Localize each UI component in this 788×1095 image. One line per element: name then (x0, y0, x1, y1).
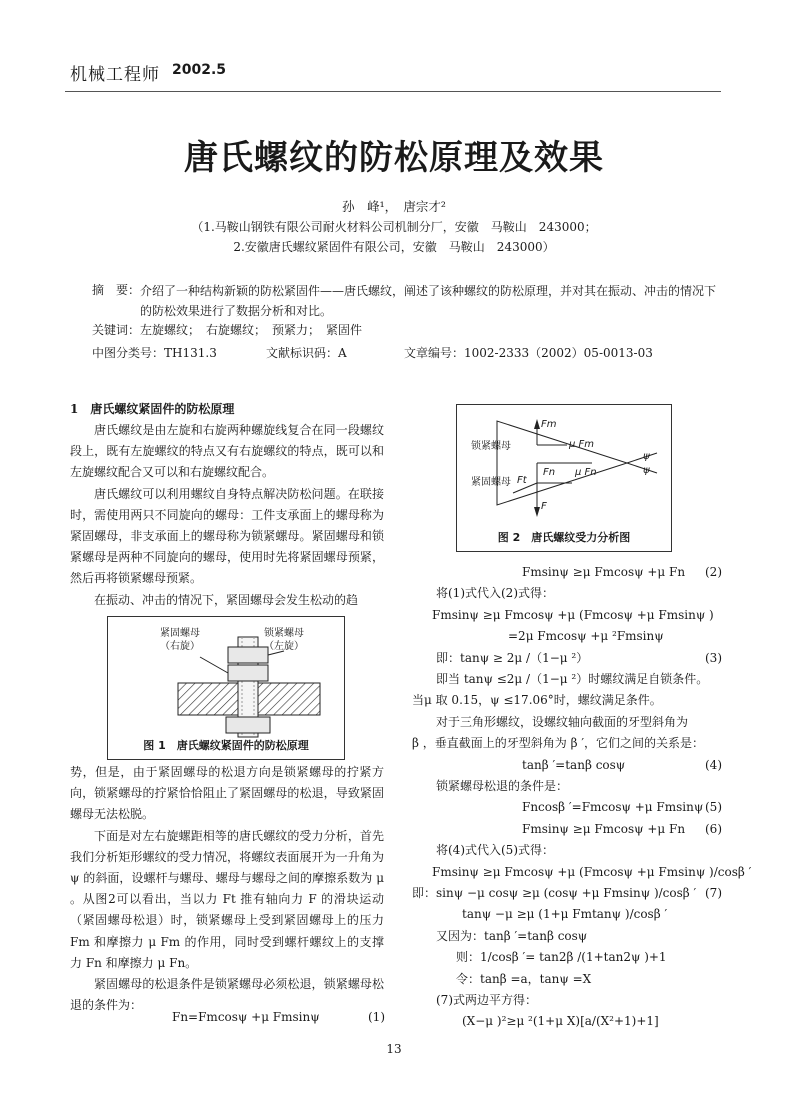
fig2-angle-psi: ψ (643, 465, 650, 476)
article-title: 唐氏螺纹的防松原理及效果 (184, 138, 604, 178)
line-text: tanβ ′=tanβ cosψ (522, 757, 626, 772)
fig2-label-locking-nut: 锁紧螺母 (471, 441, 511, 452)
article-number: 文章编号：1002-2333（2002）05-0013-03 (404, 346, 653, 360)
paragraph: 在振动、冲击的情况下，紧固螺母会发生松动的趋 (94, 592, 359, 607)
equation-line (412, 626, 722, 647)
fig2-force-fn: Fn (543, 467, 556, 478)
journal-name: 机械工程师 (70, 65, 160, 85)
text-line (412, 712, 722, 733)
equation-number: (7) (705, 886, 722, 900)
line-text: β ，垂直截面上的牙型斜角为 β ′，它们之间的关系是： (412, 736, 705, 751)
fig2-force-mu-fn: μ Fn (575, 467, 597, 478)
text-line (412, 926, 722, 947)
text-line (412, 583, 722, 604)
paragraph: 紧固螺母的松退条件是锁紧螺母必须松退，锁紧螺母松退的条件为： (70, 977, 384, 1013)
text-line (412, 690, 722, 711)
line-text: tanψ −μ ≥μ (1+μ Fmtanψ )/cosβ ′ (462, 907, 668, 922)
equation-line (412, 1011, 722, 1032)
fig1-label-fastening-nut: 紧固螺母 （右旋） (160, 628, 200, 652)
line-text: Fmsinψ ≥μ Fmcosψ +μ Fn (522, 565, 686, 579)
abstract-text: 介绍了一种结构新颖的防松紧固件——唐氏螺纹，阐述了该种螺纹的防松原理，并对其在振动、冲击的情况下的防松效果进行了数据分析和对比。 (140, 284, 717, 318)
paragraph: 唐氏螺纹是由左旋和右旋两种螺旋线复合在同一段螺纹段上，既有左旋螺纹的特点又有右旋螺纹的特点，既可以和左旋螺纹配合又可以和右旋螺纹配合。 (70, 423, 384, 480)
affiliation-2: 2.安徽唐氏螺纹紧固件有限公司，安徽 马鞍山 243000） (233, 240, 555, 254)
fig2-force-fm: Fm (541, 419, 557, 430)
line-text: 将(1)式代入(2)式得： (436, 586, 554, 601)
line-text: 即：tanψ ≥ 2μ /（1−μ ²） (436, 650, 589, 665)
fig2-angle-psi: ψ (643, 451, 650, 462)
figure-2 (456, 404, 672, 552)
line-text: 即：sinψ −μ cosψ ≥μ (cosψ +μ Fmsinψ )/cosβ ′ (412, 886, 697, 900)
fig2-force-ft: Ft (517, 475, 527, 486)
line-text: =2μ Fmcosψ +μ ²Fmsinψ (508, 629, 664, 644)
text-line (412, 669, 722, 690)
equation-line (412, 755, 722, 776)
equation-line (412, 947, 722, 968)
line-text: (X−μ )²≥μ ²(1+μ X)[a/(X²+1)+1] (462, 1014, 659, 1029)
line-text: 即当 tanψ ≤2μ /（1−μ ²）时螺纹满足自锁条件。 (436, 672, 709, 686)
page-number: 13 (386, 1042, 402, 1056)
paragraph: 下面是对左右旋螺距相等的唐氏螺纹的受力分析，首先我们分析矩形螺纹的受力情况，将螺纹表面展开为一升角为 ψ 的斜面，设螺杆与螺母、螺母与螺母之间的摩擦系数为 μ 。从图2可以看出，当以力 Ft 推有轴向力 F 的滑块运动（紧固螺母松退）时，锁紧螺母上受到紧固螺母上的压力 Fm 和摩擦力 μ Fm 的作用，同时受到螺杆螺纹上的支撑力 Fn 和摩擦力 μ Fn。 (70, 828, 384, 970)
figure-2-caption: 图 2 唐氏螺纹受力分析图 (497, 531, 631, 544)
paragraph: 势，但是，由于紧固螺母的松退方向是锁紧螺母的拧紧方向，锁紧螺母的拧紧恰恰阻止了紧固螺母的松退，导致紧固螺母无法松脱。 (70, 765, 384, 822)
classification-number: 中图分类号：TH131.3 (92, 346, 217, 360)
equation-number: (4) (705, 757, 722, 772)
line-text: 将(4)式代入(5)式得： (436, 843, 554, 858)
line-text: 锁紧螺母松退的条件是： (436, 779, 569, 793)
equation-line (412, 862, 752, 883)
line-text: Fmsinψ ≥μ Fmcosψ +μ (Fmcosψ +μ Fmsinψ )/cosβ ′ (432, 864, 752, 879)
authors: 孙 峰¹， 唐宗才² (342, 199, 446, 214)
text-line (412, 733, 722, 754)
line-text: (7)式两边平方得： (436, 993, 537, 1007)
line-text: 则：1/cosβ ′= tan2β /(1+tan2ψ )+1 (456, 950, 667, 965)
line-text: Fmsinψ ≥μ Fmcosψ +μ (Fmcosψ +μ Fmsinψ ) (432, 607, 714, 622)
equation-line (412, 605, 722, 626)
equation-line (412, 883, 722, 904)
text-line (412, 990, 722, 1011)
keywords: 关键词：左旋螺纹； 右旋螺纹； 预紧力； 紧固件 (92, 323, 363, 337)
line-text: 对于三角形螺纹，设螺纹轴向截面的牙型斜角为 (436, 714, 689, 729)
line-text: 当μ 取 0.15，ψ ≤17.06°时，螺纹满足条件。 (412, 693, 662, 708)
abstract-label: 摘 要： (92, 283, 141, 297)
fig1-label-locking-nut: 锁紧螺母 （左旋） (264, 628, 304, 652)
equation-1-number: (1) (368, 1010, 385, 1024)
fig2-force-f: F (541, 501, 547, 512)
header-rule (65, 91, 721, 92)
line-text: Fmsinψ ≥μ Fmcosψ +μ Fn (522, 821, 686, 836)
equation-line (412, 797, 722, 818)
equation-line (412, 562, 722, 583)
issue-date: 2002.5 (172, 62, 227, 78)
paragraph: 唐氏螺纹可以利用螺纹自身特点解决防松问题。在联接时，需使用两只不同旋向的螺母：工件支承面上的螺母称为紧固螺母，非支承面上的螺母称为锁紧螺母。紧固螺母和锁紧螺母是两种不同旋向的螺母，使用时先将紧固螺母预紧，然后再将锁紧螺母预紧。 (70, 486, 384, 586)
equation-1: Fn=Fmcosψ +μ Fmsinψ (172, 1010, 320, 1024)
fig2-label-fastening-nut: 紧固螺母 (471, 477, 511, 488)
equation-number: (6) (705, 821, 722, 836)
line-text: 令：tanβ =a，tanψ =X (456, 971, 592, 986)
left-column-bottom (70, 762, 384, 1016)
affiliation-1: （1.马鞍山钢铁有限公司耐火材料公司机制分厂，安徽 马鞍山 243000； (191, 220, 597, 234)
text-line (412, 840, 722, 861)
equation-number: (3) (705, 650, 722, 665)
left-column-top (70, 420, 384, 611)
figure-1-caption: 图 1 唐氏螺纹紧固件的防松原理 (143, 739, 309, 752)
fig2-force-mu-fm: μ Fm (569, 439, 595, 450)
line-text: Fncosβ ′=Fmcosψ +μ Fmsinψ (522, 800, 704, 815)
equation-line (412, 819, 722, 840)
document-code: 文献标识码：A (266, 346, 347, 360)
equation-number: (2) (705, 565, 722, 579)
text-line (412, 776, 722, 797)
equation-number: (5) (705, 800, 722, 815)
line-text: 又因为：tanβ ′=tanβ cosψ (436, 928, 588, 943)
equation-line (412, 904, 722, 925)
section-heading: 1 唐氏螺纹紧固件的防松原理 (70, 402, 235, 416)
figure-1 (107, 616, 345, 760)
equation-line (412, 969, 722, 990)
equation-line (412, 648, 722, 669)
